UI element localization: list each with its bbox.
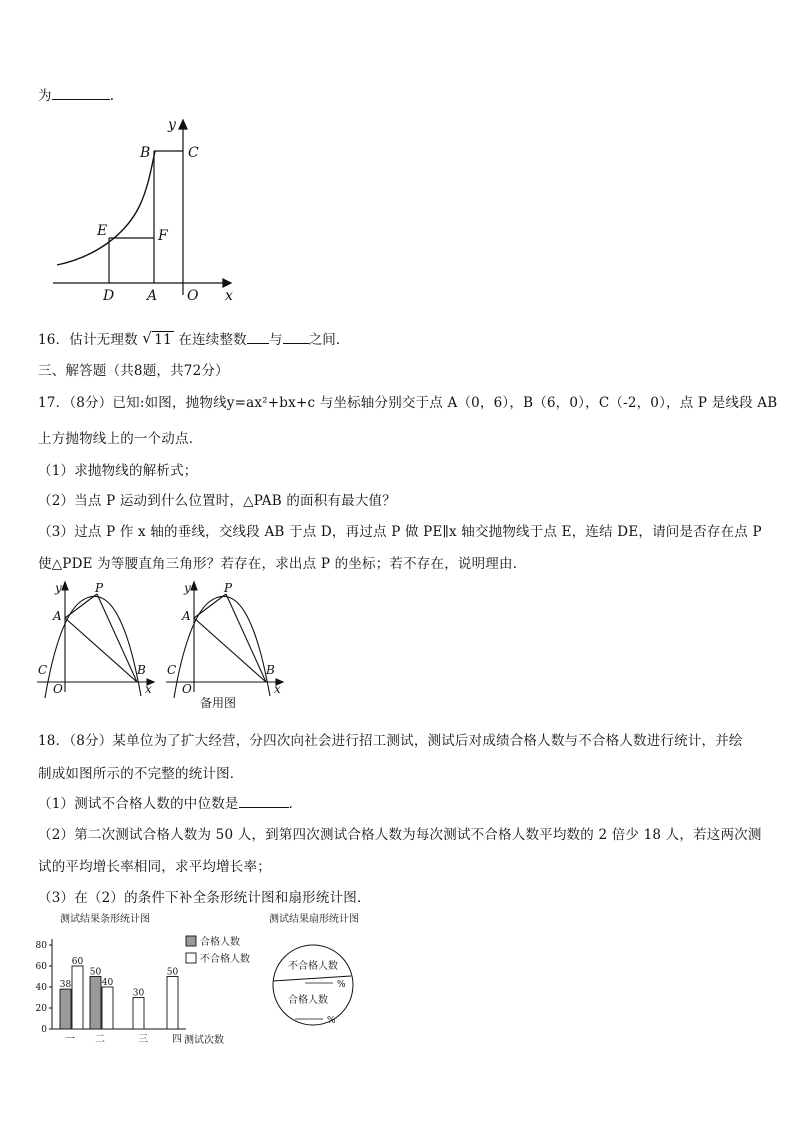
label-O: O <box>182 682 192 696</box>
label-A: A <box>182 609 191 623</box>
segment-PB <box>97 594 137 682</box>
q17-line-4: （2）当点 P 运动到什么位置时，△PAB 的面积有最大值？ <box>38 493 396 509</box>
legend-swatch <box>186 953 196 963</box>
radical-sign-icon: √ <box>142 329 153 347</box>
category-label: 二 <box>95 1034 105 1045</box>
q18-line-5: 试的平均增长率相同，求平均增长率； <box>38 859 271 875</box>
bar <box>102 987 113 1029</box>
bar-chart <box>34 908 264 1053</box>
y-tick-label: 60 <box>35 962 47 972</box>
bar-data-label: 40 <box>101 978 114 988</box>
label-O: O <box>53 682 63 696</box>
legend-label: 合格人数 <box>200 937 240 948</box>
label-y: y <box>168 117 176 133</box>
q16-mid1: 在连续整数 <box>178 332 247 348</box>
section-heading: 三、解答题（共8题，共72分） <box>38 363 229 379</box>
q17-line-6: 使△PDE 为等腰直角三角形？若存在，求出点 P 的坐标；若不存在，说明理由． <box>38 556 527 572</box>
q15-prefix: 为 <box>38 88 52 104</box>
q16-post: 之间． <box>308 332 350 348</box>
q17-line-2: 上方抛物线上的一个动点． <box>38 431 203 447</box>
y-axis-arrow <box>179 120 187 129</box>
q17-figure-spare <box>164 580 294 710</box>
label-C: C <box>38 663 48 677</box>
q18-line-3b: ． <box>288 796 303 812</box>
q16-blank-2[interactable] <box>283 331 309 344</box>
bar-data-label: 50 <box>166 967 179 978</box>
label-A: A <box>53 609 62 623</box>
bar <box>60 989 71 1029</box>
q18-line-3a: （1）测试不合格人数的中位数是 <box>38 796 239 812</box>
label-x: x <box>145 682 152 696</box>
q17-line-1: 17．（8分）已知:如图，抛物线y=ax²+bx+c 与坐标轴分别交于点 A（0，6），B（6，0），C（-2，0），点 P 是线段 AB <box>38 395 778 411</box>
bar-chart-legend <box>186 935 250 965</box>
q17-line-5: （3）过点 P 作 x 轴的垂线，交线段 AB 于点 D，再过点 P 做 PE∥x 轴交抛物线于点 E，连结 DE，请问是否存在点 P <box>38 524 762 540</box>
bar <box>133 998 144 1030</box>
q18-line-1: 18．（8分）某单位为了扩大经营，分四次向社会进行招工测试，测试后对成绩合格人数与不合格人数进行统计，并绘 <box>38 733 743 749</box>
label-P: P <box>95 581 104 595</box>
curve <box>57 151 155 265</box>
bar <box>167 977 178 1030</box>
y-axis-arrow <box>62 582 68 590</box>
pie-percent-unqualified: % <box>337 980 346 990</box>
q15-suffix: . <box>109 88 115 104</box>
segment-PB <box>226 594 266 682</box>
pie-percent-qualified: % <box>327 1016 336 1026</box>
pie-chart-title: 测试结果扇形统计图 <box>269 914 359 925</box>
q18-line-4: （2）第二次测试合格人数为 50 人，到第四次测试合格人数为每次测试不合格人数平均数的 2 倍少 18 人，若这两次测 <box>38 827 762 843</box>
q15-answer-line <box>38 84 114 104</box>
pie-chart <box>265 908 395 1048</box>
spare-figure-caption: 备用图 <box>200 696 237 710</box>
q15-answer-blank[interactable] <box>52 87 110 100</box>
q17-figure-main <box>35 580 165 700</box>
y-axis-arrow <box>191 582 197 590</box>
pie-label-unqualified: 不合格人数 <box>288 961 338 972</box>
label-D: D <box>103 288 115 304</box>
bar-data-label: 50 <box>89 967 102 978</box>
sqrt-expression <box>142 329 174 348</box>
q16-blank-1[interactable] <box>247 331 269 344</box>
y-tick-label: 0 <box>41 1025 47 1035</box>
y-tick-label: 20 <box>35 1004 47 1014</box>
label-B: B <box>266 663 275 677</box>
legend-label: 不合格人数 <box>200 954 250 965</box>
q16-pre: 16．估计无理数 <box>38 332 138 348</box>
label-x: x <box>274 682 281 696</box>
category-label: 四 <box>172 1034 182 1045</box>
category-label: 一 <box>65 1034 75 1045</box>
q15-figure <box>45 115 285 305</box>
q16 <box>38 328 350 348</box>
x-axis-arrow <box>223 279 231 287</box>
q16-mid2: 与 <box>268 332 283 348</box>
label-A: A <box>147 288 158 304</box>
label-y: y <box>55 581 62 595</box>
label-C: C <box>188 145 199 161</box>
q18-line-6: （3）在（2）的条件下补全条形统计图和扇形统计图． <box>38 890 371 906</box>
segment-PA <box>194 594 226 618</box>
label-F: F <box>158 228 168 244</box>
label-E: E <box>97 223 108 239</box>
x-axis-title: 测试次数 <box>184 1035 224 1046</box>
bar <box>72 966 83 1029</box>
y-tick-label: 40 <box>35 983 47 993</box>
category-label: 三 <box>138 1034 148 1045</box>
bar-data-label: 30 <box>132 988 145 999</box>
legend-swatch <box>186 936 196 946</box>
segment-PA <box>65 594 97 618</box>
bar-data-label: 38 <box>59 980 72 991</box>
label-C: C <box>167 663 177 677</box>
bar <box>90 977 101 1030</box>
bar-chart-title: 测试结果条形统计图 <box>60 914 150 925</box>
bar-data-label: 60 <box>71 957 84 967</box>
segment-AB <box>65 618 137 682</box>
segment-AB <box>194 618 266 682</box>
y-tick-label: 80 <box>35 941 47 951</box>
radicand: 11 <box>154 332 172 348</box>
pie-label-qualified: 合格人数 <box>288 995 328 1006</box>
label-B: B <box>140 145 151 161</box>
q18-answer-blank[interactable] <box>239 795 289 808</box>
label-x: x <box>225 288 233 304</box>
q18-line-2: 制成如图所示的不完整的统计图． <box>38 766 244 782</box>
label-B: B <box>137 663 146 677</box>
label-O: O <box>187 288 199 304</box>
q17-line-3: （1）求抛物线的解析式； <box>38 463 198 479</box>
bar-chart-marks <box>60 957 182 1045</box>
label-P: P <box>224 581 233 595</box>
label-y: y <box>184 581 191 595</box>
q18-line-3 <box>38 792 302 812</box>
